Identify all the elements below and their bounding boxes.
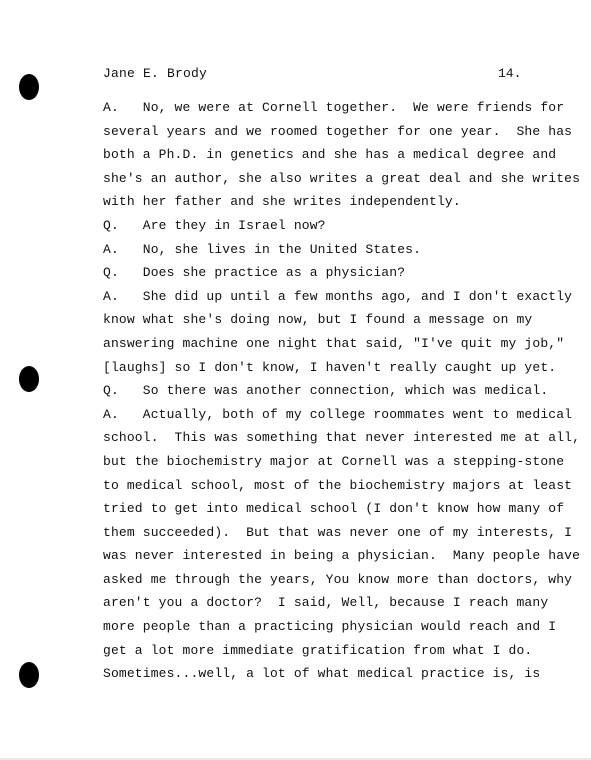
transcript-line: was never interested in being a physician. Many people have — [103, 548, 581, 564]
transcript-line: more people than a practicing physician would reach and I — [103, 619, 557, 635]
transcript-line: A. No, she lives in the United States. — [103, 241, 422, 257]
transcript-line: Q. Are they in Israel now? — [103, 217, 326, 233]
transcript-line: them succeeded). But that was never one of my interests, I — [103, 524, 573, 540]
transcript-line: Q. Does she practice as a physician? — [103, 265, 406, 281]
transcript-line: get a lot more immediate gratification from what I do. — [103, 642, 533, 658]
punch-hole-top — [19, 74, 39, 100]
transcript-line: tried to get into medical school (I don't know how many of — [103, 501, 565, 517]
transcript-line: know what she's doing now, but I found a message on my — [103, 312, 533, 328]
transcript-line: aren't you a doctor? I said, Well, because I reach many — [103, 595, 549, 611]
transcript-line: school. This was something that never interested me at all, — [103, 430, 581, 446]
punch-hole-middle — [19, 366, 39, 392]
transcript-line: Q. So there was another connection, which was medical. — [103, 383, 549, 399]
transcript-line: to medical school, most of the biochemistry majors at least — [103, 477, 573, 493]
transcript-line: several years and we roomed together for one year. She has — [103, 123, 573, 139]
transcript-body — [103, 96, 581, 686]
transcript-line: [laughs] so I don't know, I haven't really caught up yet. — [103, 359, 557, 375]
transcript-line: asked me through the years, You know more than doctors, why — [103, 571, 573, 587]
punch-hole-bottom — [19, 662, 39, 688]
transcript-line: but the biochemistry major at Cornell was a stepping-stone — [103, 453, 565, 469]
transcript-line: A. No, we were at Cornell together. We were friends for — [103, 100, 565, 115]
page-number: 14. — [498, 66, 522, 81]
transcript-line: with her father and she writes independently. — [103, 194, 461, 210]
transcript-line: both a Ph.D. in genetics and she has a medical degree and — [103, 147, 557, 163]
transcript-line: A. Actually, both of my college roommates went to medical — [103, 406, 573, 422]
transcript-line: answering machine one night that said, "I've quit my job," — [103, 335, 565, 351]
transcript-line: A. She did up until a few months ago, and I don't exactly — [103, 288, 573, 304]
transcript-line: she's an author, she also writes a great deal and she writes — [103, 170, 581, 186]
header-name: Jane E. Brody — [103, 66, 208, 81]
transcript-line: Sometimes...well, a lot of what medical practice is, is — [103, 666, 541, 682]
